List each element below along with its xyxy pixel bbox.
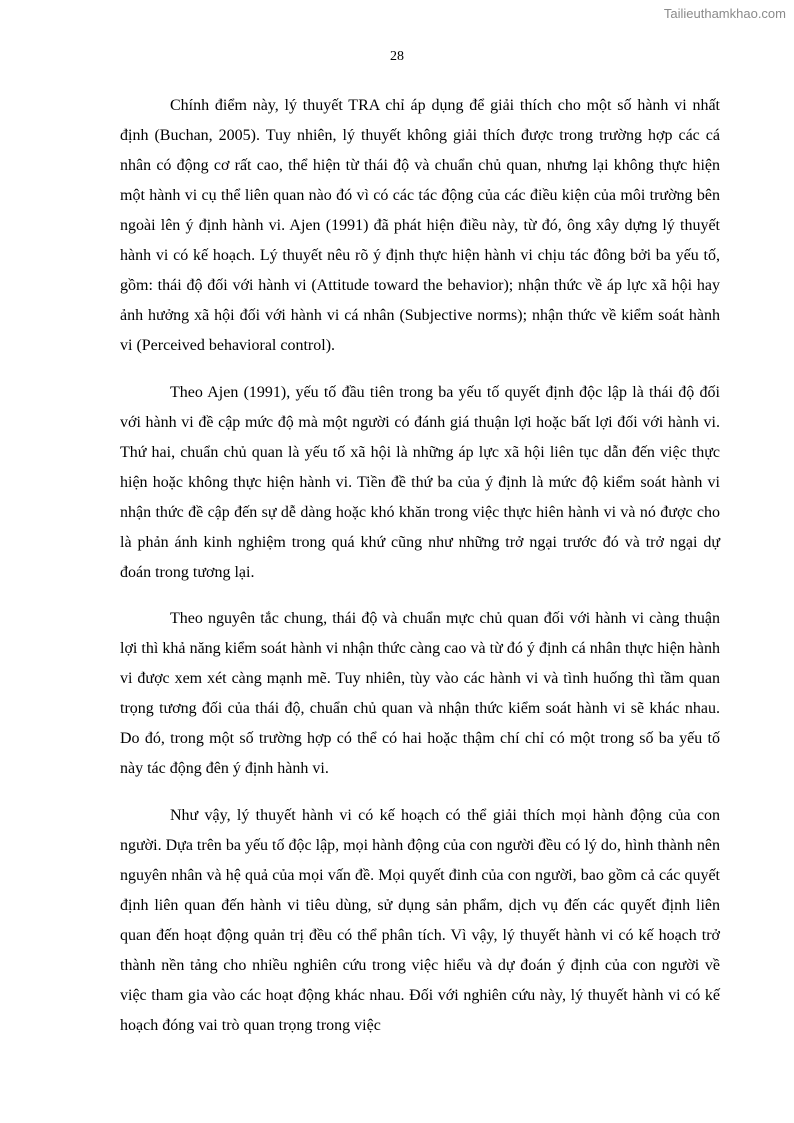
paragraph-1: Chính điểm này, lý thuyết TRA chỉ áp dụng để giải thích cho một số hành vi nhất định (Buchan, 2005). Tuy nhiên, lý thuyết không giải thích được trong trường hợp các cá nhân có động cơ rất cao, thể hiện từ thái độ và chuẩn chủ quan, nhưng lại không thực hiện một hành vi cụ thể liên quan nào đó vì có các tác động của các điều kiện của môi trường bên ngoài lên ý định hành vi. Ajen (1991) đã phát hiện điều này, từ đó, ông xây dựng lý thuyết hành vi có kế hoạch. Lý thuyết nêu rõ ý định thực hiện hành vi chịu tác đông bởi ba yếu tố, gồm: thái độ đối với hành vi (Attitude toward the behavior); nhận thức về áp lực xã hội hay ảnh hưởng xã hội đối với hành vi cá nhân (Subjective norms); nhận thức về kiểm soát hành vi (Perceived behavioral control). <box>120 97 720 354</box>
document-body <box>120 91 720 1057</box>
paragraph-4: Như vậy, lý thuyết hành vi có kế hoạch có thể giải thích mọi hành động của con người. Dựa trên ba yếu tố độc lập, mọi hành động của con người đều có lý do, hình thành nên nguyên nhân và hệ quả của mọi vấn đề. Mọi quyết đinh của con người, bao gồm cả các quyết định liên quan đến hành vi tiêu dùng, sử dụng sản phẩm, dịch vụ đến các quyết định liên quan đến hoạt động quản trị đều có thể phân tích. Vì vậy, lý thuyết hành vi có kế hoạch trở thành nền tảng cho nhiều nghiên cứu trong việc hiểu và dự đoán ý định của con người về việc tham gia vào các hoạt động khác nhau. Đối với nghiên cứu này, lý thuyết hành vi có kế hoạch đóng vai trò quan trọng trong việc <box>120 806 720 1034</box>
paragraph-2: Theo Ajen (1991), yếu tố đầu tiên trong ba yếu tố quyết định độc lập là thái độ đối với hành vi đề cập mức độ mà một người có đánh giá thuận lợi hoặc bất lợi đối với hành vi. Thứ hai, chuẩn chủ quan là yếu tố xã hội là những áp lực xã hội liên tục dẫn đến việc thực hiện hoặc không thực hiện hành vi. Tiền đề thứ ba của ý định là mức độ kiểm soát hành vi nhận thức đề cập đến sự dễ dàng hoặc khó khăn trong việc thực hiên hành vi và nó được cho là phản ánh kinh nghiệm trong quá khứ cũng như những trở ngại trước đó và trở ngại dự đoán trong tương lại. <box>120 383 720 581</box>
paragraph-3: Theo nguyên tắc chung, thái độ và chuẩn mực chủ quan đối với hành vi càng thuận lợi thì khả năng kiểm soát hành vi nhận thức càng cao và từ đó ý định cá nhân thực hiện hành vi được xem xét càng mạnh mẽ. Tuy nhiên, tùy vào các hành vi và tình huống thì tầm quan trọng tương đối của thái độ, chuẩn chủ quan và nhận thức kiểm soát hành vi sẽ khác nhau. Do đó, trong một số trường hợp có thể có hai hoặc thậm chí chỉ có một trong số ba yếu tố này tác động đên ý định hành vi. <box>120 610 720 777</box>
watermark: Tailieuthamkhao.com <box>663 6 786 21</box>
page-number: 28 <box>390 49 404 64</box>
